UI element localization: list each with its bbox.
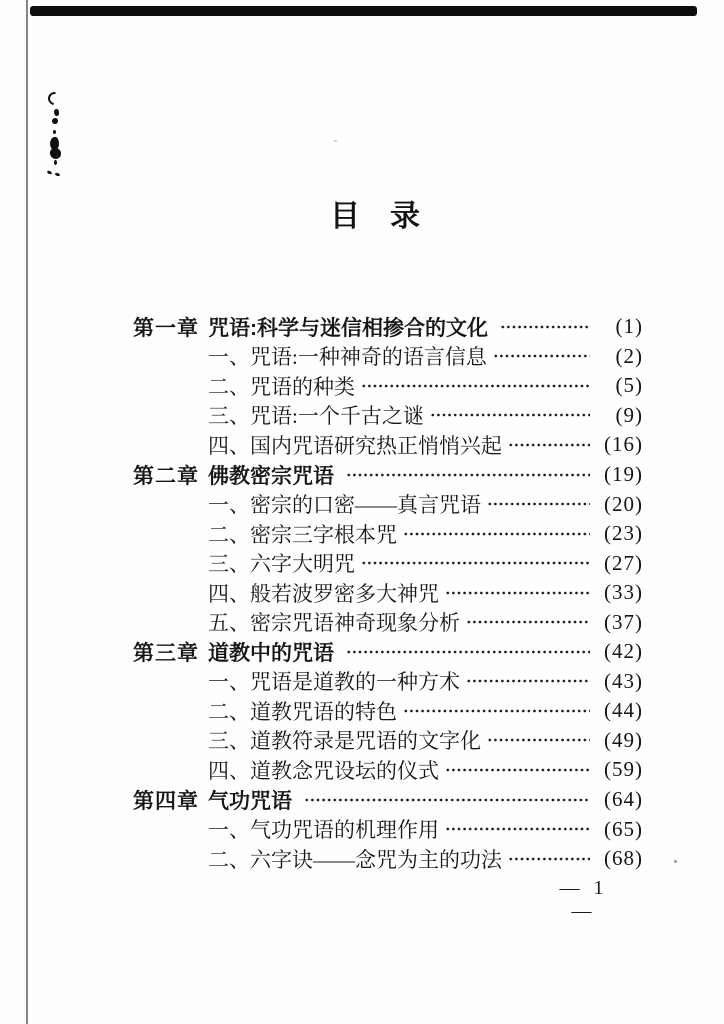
ink-blot	[55, 172, 61, 177]
chapter-label: 第三章	[133, 641, 199, 665]
dot-leader	[493, 342, 590, 372]
page-number: (64)	[604, 787, 643, 812]
section-title: 二、六字诀——念咒为主的功法	[208, 847, 502, 872]
dot-leader	[304, 785, 590, 815]
chapter-title: 咒语:科学与迷信相掺合的文化	[208, 316, 488, 340]
scan-speck	[334, 140, 337, 142]
ink-blot	[45, 89, 63, 107]
section-title: 一、咒语是道教的一种方术	[208, 670, 460, 695]
chapter-title: 佛教密宗咒语	[208, 464, 334, 488]
toc-section-row	[133, 844, 643, 874]
section-title: 四、国内咒语研究热正悄悄兴起	[208, 433, 502, 458]
dot-leader	[500, 312, 590, 342]
dot-leader	[487, 489, 590, 519]
section-title: 三、道教符录是咒语的文字化	[208, 729, 481, 754]
page-number: (5)	[615, 373, 643, 398]
toc-section-row	[133, 519, 643, 549]
book-binding-line	[26, 0, 28, 1024]
toc-section-row	[133, 607, 643, 637]
section-title: 二、密宗三字根本咒	[208, 522, 397, 547]
page-number: (43)	[604, 668, 643, 693]
toc-chapter-row	[133, 460, 643, 490]
dot-leader	[445, 578, 590, 608]
ink-blot	[53, 130, 56, 134]
chapter-title: 道教中的咒语	[208, 641, 334, 665]
dot-leader	[430, 401, 590, 431]
page-title: 目 录	[330, 200, 420, 233]
toc-chapter-row	[133, 785, 643, 815]
section-title: 二、咒语的种类	[208, 374, 355, 399]
toc-section-row	[133, 548, 643, 578]
dot-leader	[445, 814, 590, 844]
dot-leader	[361, 548, 590, 578]
ink-blot	[54, 160, 57, 165]
section-title: 三、六字大明咒	[208, 552, 355, 577]
section-title: 一、密宗的口密——真言咒语	[208, 493, 481, 518]
toc-section-row	[133, 696, 643, 726]
toc-section-row	[133, 401, 643, 431]
dot-leader	[445, 755, 590, 785]
ink-blot	[47, 170, 53, 175]
toc-section-row	[133, 342, 643, 372]
dot-leader	[346, 460, 590, 490]
dot-leader	[487, 726, 590, 756]
ink-blot	[50, 148, 61, 159]
page-number: (65)	[604, 816, 643, 841]
section-title: 一、咒语:一种神奇的语言信息	[208, 345, 487, 370]
scan-speck	[674, 860, 677, 863]
page-number: (49)	[604, 727, 643, 752]
chapter-label: 第一章	[133, 316, 199, 340]
toc-section-row	[133, 755, 643, 785]
dot-leader	[346, 637, 590, 667]
toc-section-row	[133, 430, 643, 460]
chapter-label: 第四章	[133, 789, 199, 813]
page-number: (33)	[604, 580, 643, 605]
chapter-title: 气功咒语	[208, 789, 292, 813]
dot-leader	[361, 371, 590, 401]
section-title: 五、密宗咒语神奇现象分析	[208, 611, 460, 636]
ink-blot	[52, 118, 58, 124]
dot-leader	[466, 607, 590, 637]
dot-leader	[466, 667, 590, 697]
page-number: (44)	[604, 698, 643, 723]
section-title: 四、道教念咒设坛的仪式	[208, 758, 439, 783]
chapter-label: 第二章	[133, 464, 199, 488]
toc-section-row	[133, 371, 643, 401]
toc-section-row	[133, 726, 643, 756]
page-number: (2)	[615, 343, 643, 368]
dot-leader	[403, 519, 590, 549]
scan-edge-bar	[30, 6, 697, 16]
page-number: (27)	[604, 550, 643, 575]
page-number: (16)	[604, 432, 643, 457]
page-number: (9)	[615, 402, 643, 427]
section-title: 一、气功咒语的机理作用	[208, 818, 439, 843]
page-number: (68)	[604, 846, 643, 871]
dot-leader	[508, 844, 590, 874]
table-of-contents	[133, 312, 643, 873]
footer-page-number: — 1 —	[559, 877, 605, 922]
page-number: (23)	[604, 521, 643, 546]
toc-section-row	[133, 814, 643, 844]
toc-chapter-row	[133, 637, 643, 667]
page-number: (1)	[615, 314, 643, 339]
page-number: (20)	[604, 491, 643, 516]
page-number: (37)	[604, 609, 643, 634]
toc-chapter-row	[133, 312, 643, 342]
section-title: 三、咒语:一个千古之谜	[208, 404, 424, 429]
dot-leader	[403, 696, 590, 726]
section-title: 二、道教咒语的特色	[208, 699, 397, 724]
page-number: (19)	[604, 462, 643, 486]
toc-section-row	[133, 578, 643, 608]
dot-leader	[508, 430, 590, 460]
page-number: (42)	[604, 639, 643, 664]
toc-section-row	[133, 489, 643, 519]
section-title: 四、般若波罗密多大神咒	[208, 581, 439, 606]
page-number: (59)	[604, 757, 643, 782]
toc-section-row	[133, 667, 643, 697]
ink-blot	[54, 109, 59, 116]
